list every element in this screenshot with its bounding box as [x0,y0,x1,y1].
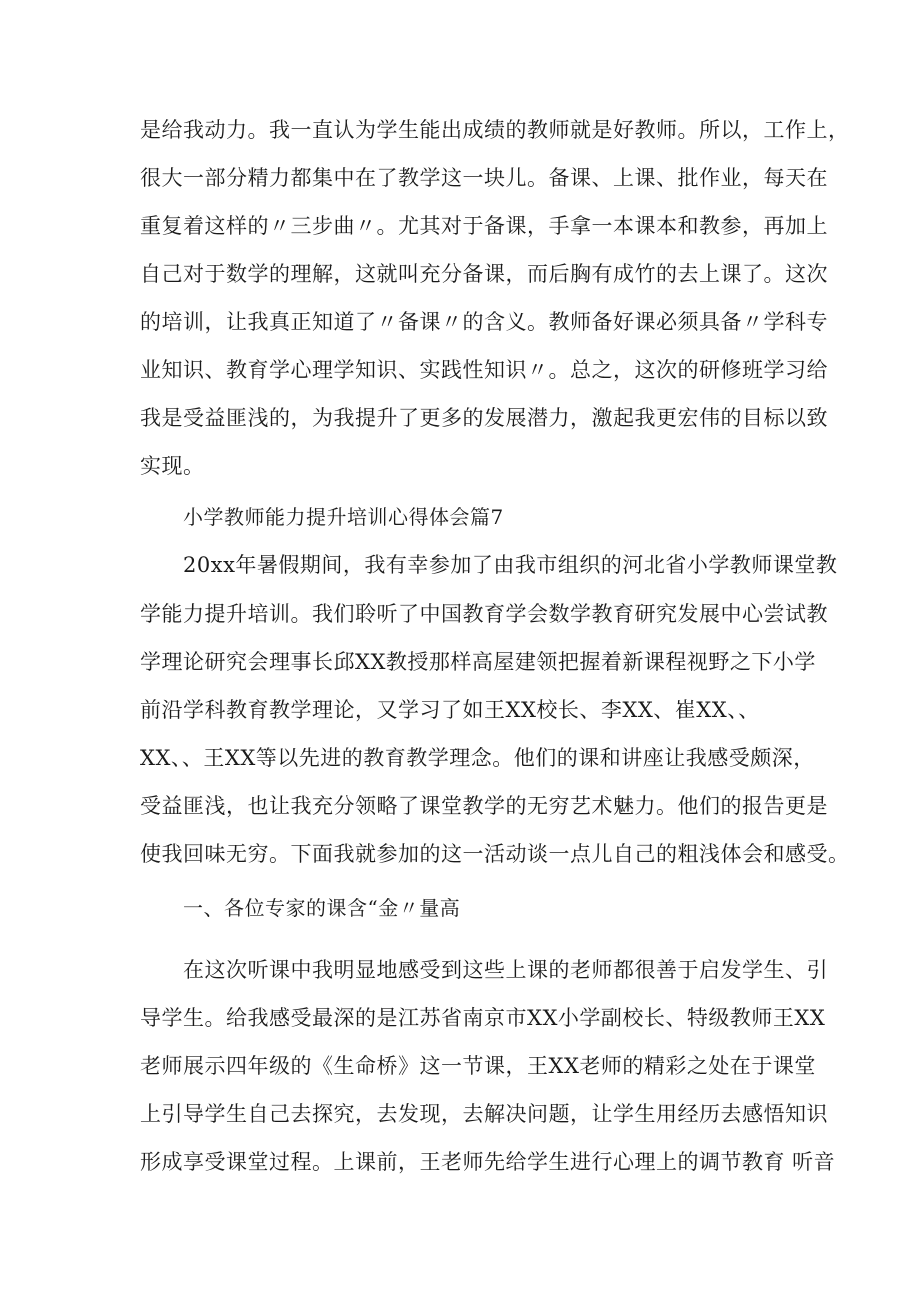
paragraph-line: 前沿学科教育教学理论，又学习了如王XX校长、李XX、崔XX、、 [140,698,760,722]
paragraph-line: 受益匪浅，也让我充分领略了课堂教学的无穷艺术魅力。他们的报告更是 [140,794,828,818]
paragraph-line: 我是受益匪浅的，为我提升了更多的发展潜力，激起我更宏伟的目标以致 [140,406,828,430]
paragraph-line: 老师展示四年级的《生命桥》这一节课，王XX老师的精彩之处在于课堂 [140,1054,816,1078]
paragraph-line: 学能力提升培训。我们聆听了中国教育学会数学教育研究发展中心尝试教 [140,602,828,626]
paragraph-line: 重复着这样的〃三步曲〃。尤其对于备课，手拿一本课本和教参，再加上 [140,214,828,238]
paragraph-line: 导学生。给我感受最深的是江苏省南京市XX小学副校长、特级教师王XX [140,1006,826,1030]
paragraph-line: 自己对于数学的理解，这就叫充分备课，而后胸有成竹的去上课了。这次 [140,262,828,286]
paragraph-line: 使我回味无穷。下面我就参加的这一活动谈一点儿自己的粗浅体会和感受。 [140,842,850,866]
paragraph-line: 20xx年暑假期间，我有幸参加了由我市组织的河北省小学教师课堂教 [183,553,838,577]
paragraph-line: 实现。 [140,454,205,478]
paragraph-line: 是给我动力。我一直认为学生能出成绩的教师就是好教师。所以，工作上， [140,118,850,142]
paragraph-line: 业知识、教育学心理学知识、实践性知识〃。总之，这次的研修班学习给 [140,358,828,382]
paragraph-line: XX、、王XX等以先进的教育教学理念。他们的课和讲座让我感受颇深， [140,746,815,770]
article-heading: 小学教师能力提升培训心得体会篇7 [183,505,504,529]
paragraph-line: 的培训，让我真正知道了〃备课〃的含义。教师备好课必须具备〃学科专 [140,310,828,334]
paragraph-line: 形成享受课堂过程。上课前，王老师先给学生进行心理上的调节教育 听音 [140,1150,836,1174]
paragraph-line: 上引导学生自己去探究，去发现，去解决问题，让学生用经历去感悟知识 [140,1102,828,1126]
paragraph-line: 在这次听课中我明显地感受到这些上课的老师都很善于启发学生、引 [183,958,828,982]
paragraph-line: 学理论研究会理事长邱XX教授那样高屋建领把握着新课程视野之下小学 [140,650,816,674]
paragraph-line: 很大一部分精力都集中在了教学这一块儿。备课、上课、批作业，每天在 [140,166,828,190]
section-heading: 一、各位专家的课含“金〃量高 [183,896,461,920]
